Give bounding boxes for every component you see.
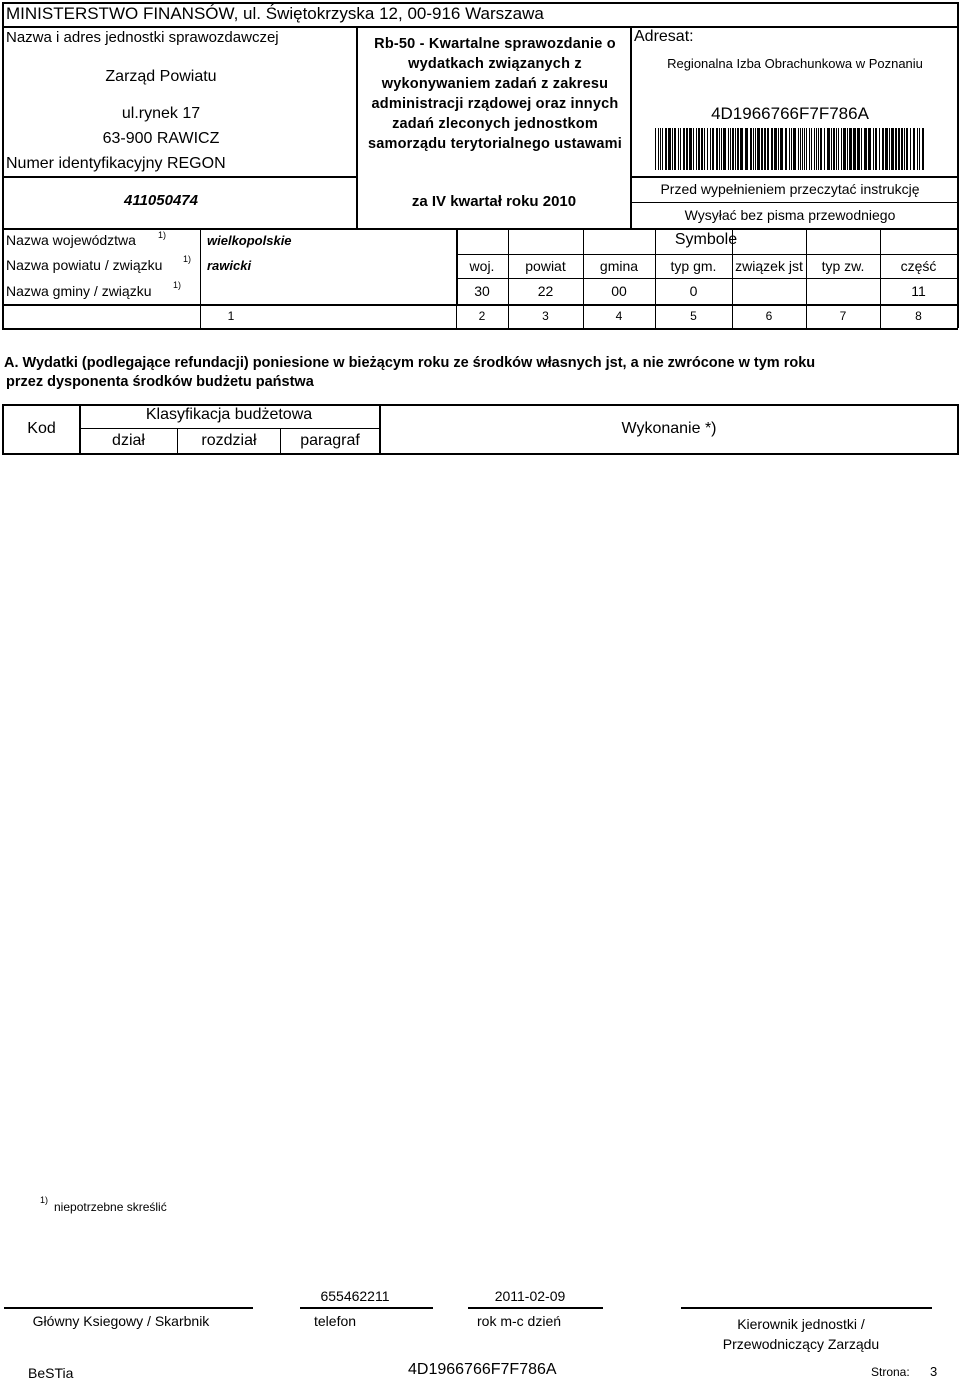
barcode-bar	[802, 128, 803, 170]
barcode-bar	[804, 128, 805, 170]
symbols-header-cell: powiat	[525, 258, 566, 274]
symbols-title: Symbole	[674, 231, 738, 248]
barcode-bar	[740, 128, 743, 170]
barcode-bar	[665, 128, 667, 170]
barcode-bar	[857, 128, 860, 170]
report-title: Rb-50 - Kwartalne sprawozdanie o wydatkach związanych z wykonywaniem zadań z zakresu administracji rządowej oraz innych zadań zleconych jednostkom samorządu terytorialnego ustawami	[368, 36, 622, 152]
column-number: 6	[765, 309, 773, 323]
divider	[79, 428, 379, 429]
barcode-bar	[757, 128, 760, 170]
page-label: Strona:	[871, 1365, 910, 1379]
addressee-label: Adresat:	[634, 28, 694, 45]
barcode-bar	[745, 128, 748, 170]
barcode-bar	[824, 128, 825, 170]
barcode-bar	[901, 128, 903, 170]
barcode-bar	[750, 128, 752, 170]
barcode-bar	[710, 128, 711, 170]
barcode-bar	[785, 128, 787, 170]
barcode-bar	[735, 128, 736, 170]
unit-postal-city: 63-900 RAWICZ	[102, 130, 220, 147]
barcode-bar	[707, 128, 708, 170]
column-number: 8	[915, 309, 922, 323]
barcode-bar	[831, 128, 832, 170]
barcode-bar	[753, 128, 754, 170]
regon-label: Numer identyfikacyjny REGON	[6, 155, 226, 172]
barcode-bar	[672, 128, 673, 170]
report-period: za IV kwartał roku 2010	[411, 193, 577, 210]
barcode-bar	[836, 128, 837, 170]
paragraf-header: paragraf	[300, 432, 360, 449]
barcode-bar	[895, 128, 897, 170]
footnote-mark: 1)	[158, 230, 167, 240]
divider	[630, 202, 958, 203]
unit-street: ul.rynek 17	[121, 105, 201, 122]
barcode-bar	[732, 128, 734, 170]
barcode-bar	[904, 128, 905, 170]
divider	[2, 304, 958, 306]
barcode-bar	[922, 128, 924, 170]
column-number: 7	[839, 309, 847, 323]
footnote-mark: 1)	[40, 1195, 49, 1205]
symbols-header-cell: woj.	[469, 258, 495, 274]
signature-line-date	[468, 1307, 603, 1309]
rozdzial-header: rozdział	[201, 432, 257, 449]
barcode-bar	[712, 128, 714, 170]
barcode-bar	[737, 128, 739, 170]
section-a-heading-cont: przez dysponenta środków budżetu państwa	[6, 374, 314, 390]
barcode-bar	[818, 128, 819, 170]
column-number: 3	[542, 309, 549, 323]
barcode-bar	[919, 128, 920, 170]
signature-line-manager	[681, 1307, 932, 1309]
barcode-bar	[879, 128, 880, 170]
date-value: 2011-02-09	[494, 1288, 566, 1304]
symbols-grid-line	[957, 228, 958, 304]
instruction-note: Przed wypełnieniem przeczytać instrukcję	[660, 181, 920, 197]
barcode-bar	[861, 128, 862, 170]
footer-code: 4D1966766F7F786A	[408, 1361, 557, 1378]
manager-label-cont: Przewodniczący Zarządu	[722, 1336, 880, 1352]
barcode-bar	[913, 128, 915, 170]
barcode-bar	[767, 128, 769, 170]
barcode-image	[655, 128, 927, 170]
barcode-bar	[868, 128, 871, 170]
barcode-bar	[833, 128, 835, 170]
execution-header: Wykonanie *)	[621, 420, 717, 437]
barcode-bar	[778, 128, 779, 170]
symbols-value-cell: 0	[689, 283, 698, 299]
barcode-bar	[849, 128, 852, 170]
barcode-bar	[719, 128, 720, 170]
barcode-bar	[906, 128, 908, 170]
barcode-bar	[873, 128, 874, 170]
barcode-bar	[680, 128, 681, 170]
barcode-bar	[701, 128, 703, 170]
page-number: 3	[930, 1364, 938, 1379]
divider	[630, 176, 958, 178]
symbols-header-cell: część	[900, 258, 937, 274]
barcode-bar	[764, 128, 766, 170]
county-label: Nazwa powiatu / związku	[6, 257, 163, 273]
column-number: 2	[478, 309, 486, 323]
barcode-bar	[917, 128, 918, 170]
barcode-bar	[780, 128, 783, 170]
barcode-bar	[898, 128, 900, 170]
barcode-bar	[728, 128, 729, 170]
barcode-bar	[843, 128, 846, 170]
barcode-bar	[693, 128, 694, 170]
column-number: 5	[690, 309, 697, 323]
barcode-bar	[674, 128, 676, 170]
column-number: 4	[615, 309, 623, 323]
symbols-grid-line	[456, 278, 957, 279]
barcode-bar	[798, 128, 799, 170]
barcode-bar	[716, 128, 718, 170]
section-a-heading: A. Wydatki (podlegające refundacji) poniesione w bieżącym roku ze środków własnych jst, a nie zwrócone w tym roku	[4, 355, 816, 371]
symbols-header-cell: związek jst	[735, 258, 803, 274]
app-name: BeSTia	[28, 1365, 74, 1381]
barcode-bar	[683, 128, 685, 170]
divider	[2, 26, 958, 28]
voivodeship-value: wielkopolskie	[207, 233, 292, 248]
barcode-bar	[789, 128, 790, 170]
barcode-bar	[806, 128, 807, 170]
barcode-bar	[723, 128, 726, 170]
symbols-value-cell: 00	[611, 283, 627, 299]
barcode-bar	[721, 128, 722, 170]
barcode-bar	[864, 128, 867, 170]
date-label: rok m-c dzień	[477, 1313, 562, 1329]
footnote-mark: 1)	[183, 254, 192, 264]
voivodeship-label: Nazwa województwa	[6, 232, 136, 248]
divider	[2, 2, 4, 328]
column-number: 1	[227, 309, 235, 323]
barcode-bar	[847, 128, 848, 170]
manager-label: Kierownik jednostki /	[737, 1316, 865, 1332]
divider	[2, 228, 958, 230]
send-note: Wysyłać bez pisma przewodniego	[684, 207, 896, 223]
divider	[2, 328, 958, 330]
barcode-bar	[696, 128, 697, 170]
barcode-bar	[853, 128, 856, 170]
footnote-mark: 1)	[173, 280, 182, 290]
symbols-value-cell: 30	[474, 283, 490, 299]
barcode-bar	[809, 128, 810, 170]
barcode-bar	[885, 128, 888, 170]
barcode-bar	[791, 128, 792, 170]
barcode-bar	[827, 128, 830, 170]
barcode-bar	[730, 128, 731, 170]
commune-label: Nazwa gminy / związku	[6, 283, 152, 299]
barcode-bar	[755, 128, 756, 170]
barcode-bar	[910, 128, 911, 170]
barcode-bar	[882, 128, 884, 170]
footnote-text: niepotrzebne skreślić	[54, 1200, 167, 1214]
divider	[2, 176, 357, 178]
county-value: rawicki	[207, 258, 252, 273]
barcode-bar	[838, 128, 839, 170]
classification-header: Klasyfikacja budżetowa	[145, 406, 313, 423]
dzial-header: dział	[112, 432, 145, 449]
barcode-bar	[816, 128, 817, 170]
addressee-name: Regionalna Izba Obrachunkowa w Poznaniu	[667, 56, 923, 71]
barcode-bar	[811, 128, 812, 170]
barcode-bar	[698, 128, 700, 170]
barcode-bar	[793, 128, 796, 170]
barcode-bar	[820, 128, 822, 170]
barcode-bar	[660, 128, 661, 170]
barcode-bar	[774, 128, 777, 170]
kod-header: Kod	[27, 420, 56, 437]
barcode-bar	[655, 128, 656, 170]
barcode-bar	[689, 128, 692, 170]
unit-name-address-label: Nazwa i adres jednostki sprawozdawczej	[6, 29, 279, 46]
barcode-bar	[658, 128, 659, 170]
barcode-bar	[891, 128, 894, 170]
barcode-bar	[686, 128, 688, 170]
divider	[2, 2, 958, 4]
signature-line-phone	[300, 1307, 433, 1309]
symbols-value-cell: 22	[537, 283, 554, 299]
barcode-bar	[668, 128, 671, 170]
barcode-bar	[800, 128, 801, 170]
barcode-bar	[814, 128, 815, 170]
phone-value: 655462211	[320, 1288, 390, 1304]
barcode-bar	[889, 128, 890, 170]
document-code: 4D1966766F7F786A	[711, 104, 869, 123]
symbols-grid-line	[200, 228, 201, 304]
barcode-bar	[704, 128, 705, 170]
symbols-header-cell: gmina	[599, 258, 639, 274]
barcode-bar	[771, 128, 773, 170]
symbols-header-cell: typ zw.	[821, 258, 865, 274]
symbols-header-cell: typ gm.	[670, 258, 717, 274]
ministry-address: MINISTERSTWO FINANSÓW, ul. Świętokrzyska 12, 00-916 Warszawa	[6, 4, 544, 23]
signature-line-accountant	[4, 1307, 253, 1309]
symbols-value-cell: 11	[911, 283, 926, 299]
accountant-label: Główny Ksiegowy / Skarbnik	[32, 1313, 210, 1329]
phone-label: telefon	[314, 1313, 357, 1329]
barcode-bar	[841, 128, 842, 170]
barcode-bar	[875, 128, 877, 170]
barcode-bar	[761, 128, 763, 170]
symbols-grid-line	[456, 254, 957, 255]
unit-name: Zarząd Powiatu	[105, 68, 217, 85]
regon-value: 411050474	[124, 192, 198, 209]
barcode-bar	[662, 128, 663, 170]
barcode-bar	[678, 128, 679, 170]
